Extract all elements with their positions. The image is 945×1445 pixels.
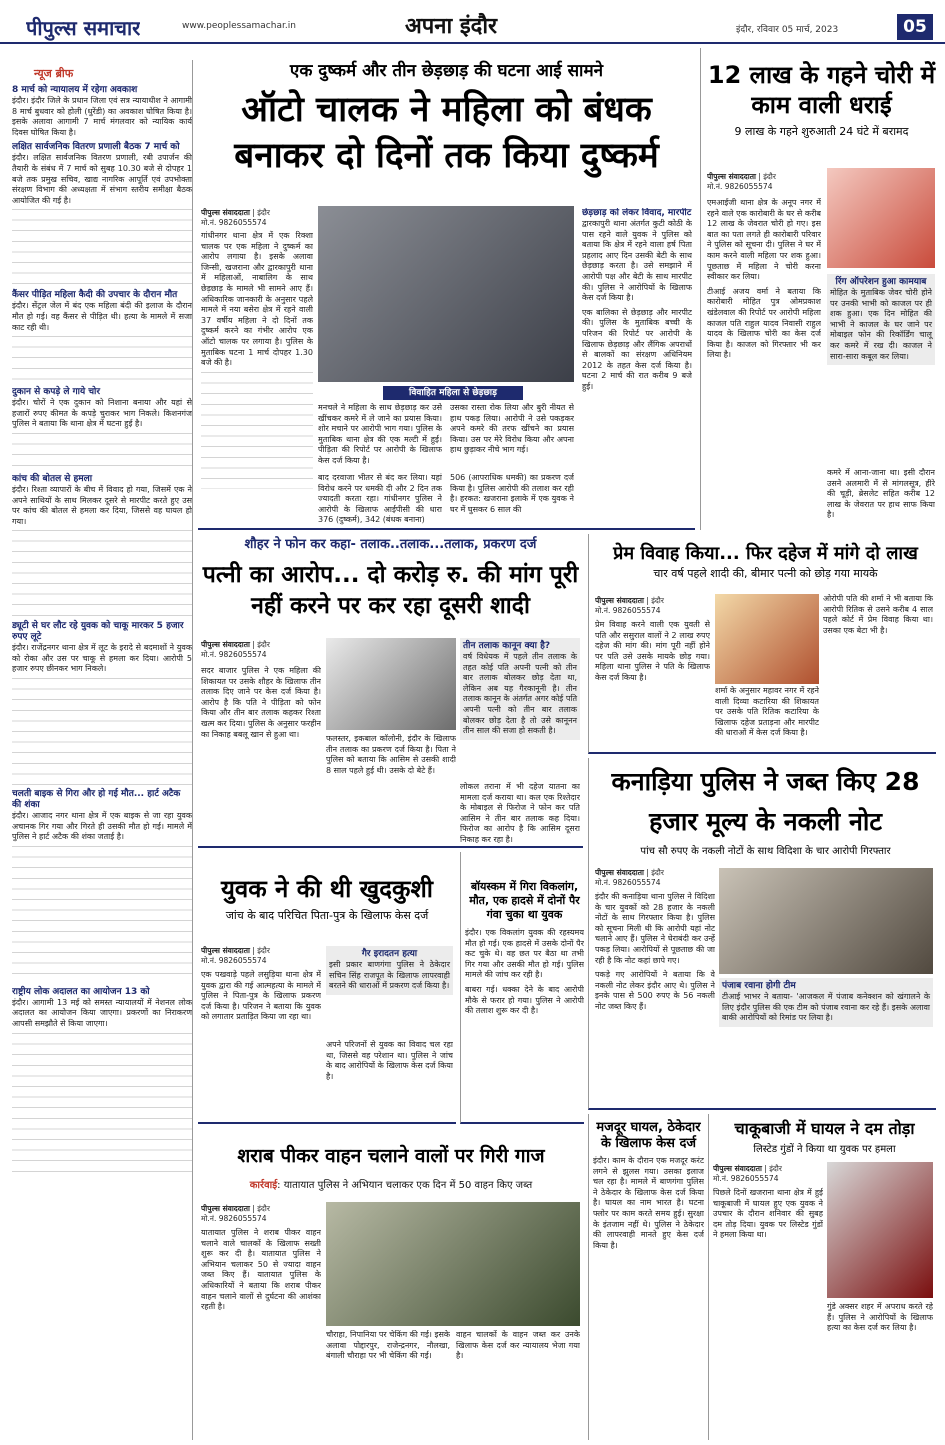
byline: पीपुल्स संवाददाता — [201, 640, 250, 649]
article-text: टीआई भाभर ने बताया- 'आजकल में पंजाब कनेक्शन को खंगालने के लिए इंदौर पुलिस की एक टीम को पंजाब रवाना कर रहे हैं। इसके अलावा बाकी आरोपियों को रिमांड पर लिया है। — [722, 992, 930, 1023]
article-text: पिछले दिनों खजराना थाना क्षेत्र में हुई चाकूबाजी में घायल हुए एक युवक ने उपचार के दौरान शनिवार की सुबह दम तोड़ दिया। युवक पर लिस्टेड गुंडों ने हमला किया था। — [713, 1188, 823, 1240]
suicide-headline: युवक ने की थी खुदकुशी — [221, 875, 433, 903]
liquor-headline: शराब पीकर वाहन चलाने वालों पर गिरी गाज — [237, 1145, 545, 1167]
lead-photo — [318, 206, 574, 382]
notes-headline: कनाड़िया पुलिस ने जब्त किए 28 हजार मूल्य के नकली नोट — [611, 767, 920, 836]
talaq-headline: पत्नी का आरोप... दो करोड़ रु. की मांग पूरी नहीं करने पर कर रहा दूसरी शादी — [202, 562, 579, 620]
article-text: अपने परिजनों से युवक का विवाद चल रहा था, जिससे वह परेशान था। पुलिस ने जांच के बाद आरोपियों के खिलाफ केस दर्ज किया है। — [326, 1040, 453, 1081]
lead-kicker: एक दुष्कर्म और तीन छेड़छाड़ की घटना आई सामने — [289, 61, 604, 81]
mobile: मो.नं. 9826055574 — [595, 606, 661, 615]
dowry-sub: चार वर्ष पहले शादी की, बीमार पत्नी को छोड़ गया मायके — [653, 567, 878, 580]
brief-title: लक्षित सार्वजनिक वितरण प्रणाली बैठक 7 मार्च को — [12, 142, 180, 153]
article-text: वर्ष विधेयक में पहले तीन तलाक के तहत कोई पति अपनी पत्नी को तीन बार तलाक बोलकर छोड़ देता था, लेकिन अब यह गैरकानूनी है। तीन तलाक कानून के अंतर्गत अगर कोई पति अपनी पत्नी को तीन बार तलाक बोलकर छोड़ देता है तो उसे कानूनन तीन साल की सजा हो सकती है। — [463, 652, 577, 736]
city: इंदौर — [257, 208, 270, 217]
brief-text: इंदौर। इंदौर जिले के प्रधान जिला एवं सत्र न्यायाधीश ने आगामी 8 मार्च बुधवार को होली (धुरेंडी) का अवकाश घोषित किया है। इसके अलावा आगामी 7 मार्च मंगलवार को न्यायिक कार्य दिवस घोषित किया है। — [12, 96, 192, 137]
article-text: शर्मा के अनुसार महावर नगर में रहने वाली दिव्या कटारिया की शिकायत पर उसके पति रितिक कटारिया के खिलाफ दहेज प्रताड़ना और मारपीट की धाराओं में केस दर्ज किया है। — [715, 686, 819, 738]
city: इंदौर — [769, 1164, 782, 1173]
brief-title: 8 मार्च को न्यायालय में रहेगा अवकाश — [12, 85, 138, 95]
article-text: बाद दरवाजा भीतर से बंद कर लिया। यहां विरोध करने पर धमकी दी और 2 दिन तक ज्यादती करता रहा। गांधीनगर पुलिस ने आरोपी के खिलाफ आईपीसी की धारा 376 (दुष्कर्म), 342 (बंधक बनाना) — [318, 473, 442, 525]
brief-text: इंदौर। सेंट्रल जेल में बंद एक महिला बंदी की इलाज के दौरान मौत हो गई। वह कैंसर से पीड़ित थी। हत्या के मामले में सजा काट रही थी। — [12, 301, 192, 332]
article-text: इंदौर। काम के दौरान एक मजदूर करंट लगने से झुलस गया। उसका इलाज चल रहा है। मामले में बाणगंगा पुलिस ने ठेकेदार के खिलाफ केस दर्ज किया है। घायल का नाम भारत है। घटना फ्लोर पर काम करते समय हुई। सुरक्षा के इंतजाम नहीं थे। पुलिस ने ठेकेदार की लापरवाही मानते हुए केस दर्ज किया है। — [593, 1156, 704, 1250]
brief-text: इंदौर। रिश्ता व्यापारों के बीच में विवाद हो गया, जिसमें एक ने अपने साथियों के साथ मिलकर दूसरे से मारपीट करते हुए उस पर कांच की बोतल से हमला कर दिया, जिससे वह घायल हो गया। — [12, 484, 192, 526]
talaq-kicker: शौहर ने फोन कर कहा- तलाक..तलाक...तलाक, प्रकरण दर्ज — [244, 537, 537, 552]
brief-title: चलती बाइक से गिरा और हो गई मौत... हार्ट अटैक की शंका — [12, 789, 181, 811]
article-text: एक पखवाड़े पहले लसुड़िया थाना क्षेत्र में युवक द्वारा की गई आत्महत्या के मामले में पुलिस ने पिता-पुत्र के खिलाफ प्रकरण दर्ज किया है। परिजन ने बताया कि युवक को लगातार प्रताड़ित किया जा रहा था। — [201, 970, 321, 1022]
article-text: मोहित के मुताबिक जेवर चोरी होने पर उनकी भाभी को काजल पर ही शक हुआ। एक दिन मोहित की भाभी ने काजल के घर जाने पर मोबाइल फोन की रिकॉर्डिंग चालू कर कमरे में रख दी। काजल ने सारा-सारा कबूल कर लिया। — [830, 288, 932, 361]
notes-sub: पांच सौ रुपए के नकली नोटों के साथ विदिशा के चार आरोपी गिरफ्तार — [640, 846, 891, 857]
brief-title: राष्ट्रीय लोक अदालत का आयोजन 13 को — [12, 986, 150, 997]
box-title: रिंग ऑपरेशन हुआ कामयाब — [835, 277, 927, 287]
article-text: द्वारकापुरी थाना अंतर्गत कुटी कोठी के पास रहने वाले युवक ने पुलिस को बताया कि क्षेत्र में रहने वाला हर्ष पिता प्रहलाद आए दिन उसकी बेटी के साथ छेड़छाड़ करता है। उसे समझाने में आरोपी पक्ष और बेटी के साथ मारपीट की। पुलिस ने आरोपियों के खिलाफ केस दर्ज किया है। — [582, 219, 692, 303]
article-text: इंदौर। एक विकलांग युवक की रहस्यमय मौत हो गई। एक हादसे में उसके दोनों पैर कट चुके थे। वह छत पर बैठा था तभी गिर गया और उसकी मौत हो गई। पुलिस मामले की जांच कर रही है। — [465, 928, 584, 980]
lead-headline: ऑटो चालक ने महिला को बंधक बनाकर दो दिनों तक किया दुष्कर्म — [234, 89, 659, 176]
article-text: इंदौर की कनाड़िया थाना पुलिस ने विदिशा के चार युवकों को 28 हजार के नकली नोटों के साथ गिरफ्तार किया है। पुलिस को सूचना मिली थी कि आरोपी यहां नोट चलाने आए हैं। पुलिस ने घेराबंदी कर उन्हें पकड़ लिया। आरोपियों से पूछताछ की जा रही है कि नोट कहां छापे गए। — [595, 892, 715, 965]
byline: पीपुल्स संवाददाता — [201, 946, 250, 955]
mobile: मो.नं. 9826055574 — [713, 1174, 779, 1183]
brief-text: इंदौर। चोरों ने एक दुकान को निशाना बनाया और यहां से हजारों रुपए कीमत के कपड़े चुराकर भाग निकले। किशनगंज पुलिस ने बताया कि थाना क्षेत्र में घटना हुई है। — [12, 398, 192, 429]
article-text: 506 (आपराधिक धमकी) का प्रकरण दर्ज किया है। पुलिस आरोपी की तलाश कर रही है। हरकत: खजराना इलाके में एक युवक ने घर में घुसकर 6 साल की — [450, 473, 574, 514]
mobile: मो.नं. 9826055574 — [201, 1214, 267, 1223]
brief-title: दुकान से कपड़े ले गाये चोर — [12, 387, 101, 398]
article-text: प्रेम विवाह करने वाली एक युवती से पति और ससुराल वालों ने 2 लाख रुपए दहेज की मांग की। मांग पूरी नहीं होने पर पति उसे उसके मायके छोड़ गया। महिला थाना पुलिस ने पति के खिलाफ केस दर्ज किया है। — [595, 620, 710, 682]
article-text: बाबरा गई। धक्का देने के बाद आरोपी मौके से फरार हो गया। पुलिस ने आरोपी की तलाश शुरू कर दी है। — [465, 984, 584, 1016]
brief-text: इंदौर। लक्षित सार्वजनिक वितरण प्रणाली, रबी उपार्जन की तैयारी के संबंध में 7 मार्च को सुबह 10.30 बजे से दोपहर 1 बजे तक प्रमुख सचिव, खाद्य नागरिक आपूर्ति एवं उपभोक्ता संरक्षण विभाग की अध्यक्षता में संभाग स्तरीय समीक्षा बैठक आयोजित की गई है। — [12, 153, 192, 205]
byline: पीपुल्स संवाददाता — [713, 1164, 762, 1173]
brief-text: इंदौर। राजेंद्रनगर थाना क्षेत्र में लूट के इरादे से बदमाशों ने युवक को रोका और उस पर चाकू से हमला कर दिया। आरोपी 5 हजार रुपए छीनकर भाग निकले। — [12, 643, 192, 674]
article-text: मनचले ने महिला के साथ छेड़छाड़ कर उसे खींचकर कमरे में ले जाने का प्रयास किया। शोर मचाने पर आरोपी भाग गया। पुलिस के मुताबिक थाना क्षेत्र की एक मल्टी में हुई। पीड़िता की रिपोर्ट पर आरोपी के खिलाफ केस दर्ज किया है। — [318, 403, 442, 465]
cartoon-image — [827, 168, 935, 268]
page-number: 05 — [897, 14, 933, 40]
liquor-kicker-line — [198, 1177, 584, 1191]
article-text: सदर बाजार पुलिस ने एक महिला की शिकायत पर उसके शौहर के खिलाफ तीन तलाक दिए जाने पर केस दर्ज किया है। आरोप है कि पति ने पीड़िता को फोन किया और तीन बार तलाक कहकर रिश्ता खत्म कर दिया। पुलिस के अनुसार फरहीन का निकाह बबलू खान से हुआ था। — [201, 666, 321, 739]
article-text: इसी प्रकार बाणगंगा पुलिस ने ठेकेदार सचिन सिंह राजपूत के खिलाफ लापरवाही बरतने की धाराओं में प्रकरण दर्ज किया है। — [329, 960, 450, 991]
side-title: छेड़छाड़ को लेकर विवाद, मारपीट — [582, 208, 692, 218]
suicide-sub: जांच के बाद परिचित पिता-पुत्र के खिलाफ केस दर्ज — [225, 909, 429, 922]
city: इंदौर — [257, 946, 270, 955]
accused-photo — [719, 868, 933, 974]
liquor-kicker-rest: : यातायात पुलिस ने अभियान चलाकर एक दिन में 50 वाहन किए जब्त — [277, 1179, 533, 1191]
byline: पीपुल्स संवाददाता — [595, 596, 644, 605]
brief-title: कैंसर पीड़ित महिला कैदी की उपचार के दौरान मौत — [12, 290, 178, 301]
liquor-photo — [326, 1202, 580, 1326]
city: इंदौर — [257, 640, 270, 649]
box-title: तीन तलाक कानून क्या है? — [463, 641, 551, 651]
article-text: एक बालिका से छेड़छाड़ और मारपीट की। पुलिस के मुताबिक बच्ची के परिजन की रिपोर्ट पर आरोपी के खिलाफ छेड़छाड़ और लैंगिक अपराधों से बालकों का संरक्षण अधिनियम 2012 के तहत केस दर्ज किया है। घटना 2 मार्च की रात करीब 9 बजे हुई। — [582, 307, 692, 391]
section-title: अपना इंदौर — [405, 14, 498, 39]
article-text: लोकल तराना में भी दहेज यातना का मामला दर्ज कराया था। कल एक रिश्तेदार के मोबाइल से फिरोज ने फोन कर पति आसिम ने तीन बार तलाक कह दिया। फिरोज का आरोप है कि आसिम दूसरा निकाह कर रहा है। — [460, 782, 580, 844]
city: इंदौर — [651, 596, 664, 605]
article-text: गुंडे अक्सर शहर में अपराध करते रहे हैं। पुलिस ने आरोपियों के खिलाफ हत्या का केस दर्ज कर लिया है। — [827, 1302, 933, 1333]
byline: पीपुल्स संवाददाता — [201, 1204, 250, 1213]
article-text: यातायात पुलिस ने शराब पीकर वाहन चलाने वाले चालकों के खिलाफ सख्ती शुरू कर दी है। यातायात पुलिस ने अभियान चलाकर 50 से ज्यादा वाहन जब्त किए हैं। यातायात पुलिस के अधिकारियों ने बताया कि शराब पीकर वाहन चलाने वालों से दुर्घटना की आशंका रहती है। — [201, 1228, 321, 1312]
talaq-photo — [326, 638, 456, 730]
article-text: फलस्तर, इकबाल कॉलोनी, इंदौर के खिलाफ तीन तलाक का प्रकरण दर्ज किया है। पिता ने पुलिस को बताया कि आसिम से उसकी शादी 8 साल पहले हुई थी। उसके दो बेटे हैं। — [326, 734, 456, 775]
mobile: मो.नं. 9826055574 — [201, 956, 267, 965]
article-text: टीआई अजय वर्मा ने बताया कि कारोबारी मोहित पुत्र ओमप्रकाश खंडेलवाल की रिपोर्ट पर आरोपी महिला काजल पति राहुल यादव निवासी राहुल यादव के खिलाफ चोरी का केस दर्ज किया है। काजल को गिरफ्तार भी कर लिया है। — [707, 286, 821, 360]
article-text: चौराहा, निपानिया पर चेकिंग की गई। इसके अलावा पोद्दारपुर, राजेन्द्रनगर, नौलखा, बंगाली चौराहा पर भी चेकिंग की गई। — [326, 1330, 450, 1361]
liquor-kicker: कार्रवाई — [249, 1179, 278, 1191]
theft-headline: 12 लाख के गहने चोरी में काम वाली धराई — [707, 61, 936, 119]
brief-title: कांच की बोतल से हमला — [12, 473, 93, 484]
brief-title: ड्यूटी से घर लौट रहे युवक को चाकू मारकर 5 हजार रुपए लूटे — [12, 621, 184, 643]
city: इंदौर — [763, 172, 776, 181]
website: www.peoplessamachar.in — [182, 21, 296, 31]
brief-text: इंदौर। आजाद नगर थाना क्षेत्र में एक बाइक से जा रहा युवक अचानक गिर गया और गिरते ही उसकी मौत हो गई। मामले में पुलिस ने हार्ट अटैक की शंका जताई है। — [12, 811, 192, 842]
article-text: कमरे में आना-जाना था। इसी दौरान उसने अलमारी में से मांगलसूत्र, हीरे की चूड़ी, ब्रेसलेट सहित करीब 12 लाख के जेवरात पर हाथ साफ किया है। — [827, 468, 935, 520]
dowry-illustration — [715, 594, 819, 684]
news-brief-label: न्यूज ब्रीफ — [34, 67, 74, 80]
photo-caption: विवाहित महिला से छेड़छाड़ — [383, 386, 523, 400]
news-brief-column — [12, 60, 193, 1440]
article-text: ओरोपी पति की शर्मा ने भी बताया कि आरोपी रितिक से उसने करीब 4 साल पहले कोर्ट में प्रेम विवाह किया था। उसका एक बेटा भी है। — [823, 594, 933, 635]
article-text: उसका रास्ता रोक लिया और बुरी नीयत से हाथ पकड़ लिया। आरोपी ने उसे पकड़कर अपने कमरे की तरफ खींचने का प्रयास किया। उस पर मेरे विरोध किया और अपना हाथ छुड़ाकर नीचे भाग गई। — [450, 403, 574, 455]
byline: पीपुल्स संवाददाता — [595, 868, 644, 877]
article-text: वाहन चालकों के वाहन जब्त कर उनके खिलाफ केस दर्ज कर न्यायालय भेजा गया है। — [456, 1330, 580, 1361]
article-text: गांधीनगर थाना क्षेत्र में एक रिक्शा चालक पर एक महिला ने दुष्कर्म का आरोप लगाया है। इसके अलावा जिन्सी, खजराना और द्वारकापुरी थाना में महिलाओं, नाबालिग के साथ छेड़छाड़ के मामले भी सामने आए हैं। अधिकारिक जानकारी के अनुसार पहले मामले में नया बसेरा क्षेत्र में रहने वाली 37 वर्षीय महिला ने दो दिनों तक दुष्कर्म करने का गंभीर आरोप एक ऑटो चालक पर लगाया है। पुलिस के मुताबिक घटना 1 मार्च दोपहर 1.30 बजे की है। — [201, 231, 313, 368]
mobile: मो.नं. 9826055574 — [201, 218, 267, 227]
bombay-headline: बॉयस्कम में गिरा विकलांग, मौत, एक हादसे में दोनों पैर गंवा चुका था युवक — [469, 880, 580, 921]
mobile: मो.नं. 9826055574 — [595, 878, 661, 887]
box-title: पंजाब रवाना होगी टीम — [722, 981, 796, 991]
byline: पीपुल्स संवाददाता — [707, 172, 756, 181]
paper-logo: पीपुल्स समाचार — [26, 16, 141, 40]
dateline: इंदौर, रविवार 05 मार्च, 2023 — [736, 25, 839, 35]
box-title: गैर इरादतन हत्या — [361, 949, 418, 959]
theft-sub: 9 लाख के गहने शुरुआती 24 घंटे में बरामद — [734, 125, 909, 138]
byline: पीपुल्स संवाददाता — [201, 208, 250, 217]
stab-sub: लिस्टेड गुंडों ने किया था युवक पर हमला — [753, 1143, 896, 1155]
dowry-headline: प्रेम विवाह किया... फिर दहेज में मांगे दो लाख — [613, 543, 918, 564]
stab-headline: चाकूबाजी में घायल ने दम तोड़ा — [734, 1119, 915, 1138]
worker-headline: मजदूर घायल, ठेकेदार के खिलाफ केस दर्ज — [596, 1120, 701, 1151]
brief-text: इंदौर। आगामी 13 मई को समस्त न्यायालयों में नेशनल लोक अदालत का आयोजन किया जाएगा। प्रकरणों का निराकरण आपसी समझौते से किया जाएगा। — [12, 997, 192, 1029]
city: इंदौर — [257, 1204, 270, 1213]
article-text: पकड़े गए आरोपियों ने बताया कि वे नकली नोट लेकर इंदौर आए थे। पुलिस ने इनके पास से 500 रुपए के 56 नकली नोट जब्त किए हैं। — [595, 970, 715, 1011]
knife-illustration — [827, 1162, 933, 1298]
mobile: मो.नं. 9826055574 — [201, 650, 267, 659]
article-text: एमआईजी थाना क्षेत्र के अनूप नगर में रहने वाले एक कारोबारी के घर से करीब 12 लाख के जेवरात चोरी हो गए। इस बात का पता लगते ही कारोबारी परिवार ने पुलिस को सूचना दी। पुलिस ने घर में काम करने वाली महिला पर शक हुआ। पूछताछ में महिला ने चोरी करना स्वीकार कर लिया। — [707, 198, 821, 282]
city: इंदौर — [651, 868, 664, 877]
mobile: मो.नं. 9826055574 — [707, 182, 773, 191]
